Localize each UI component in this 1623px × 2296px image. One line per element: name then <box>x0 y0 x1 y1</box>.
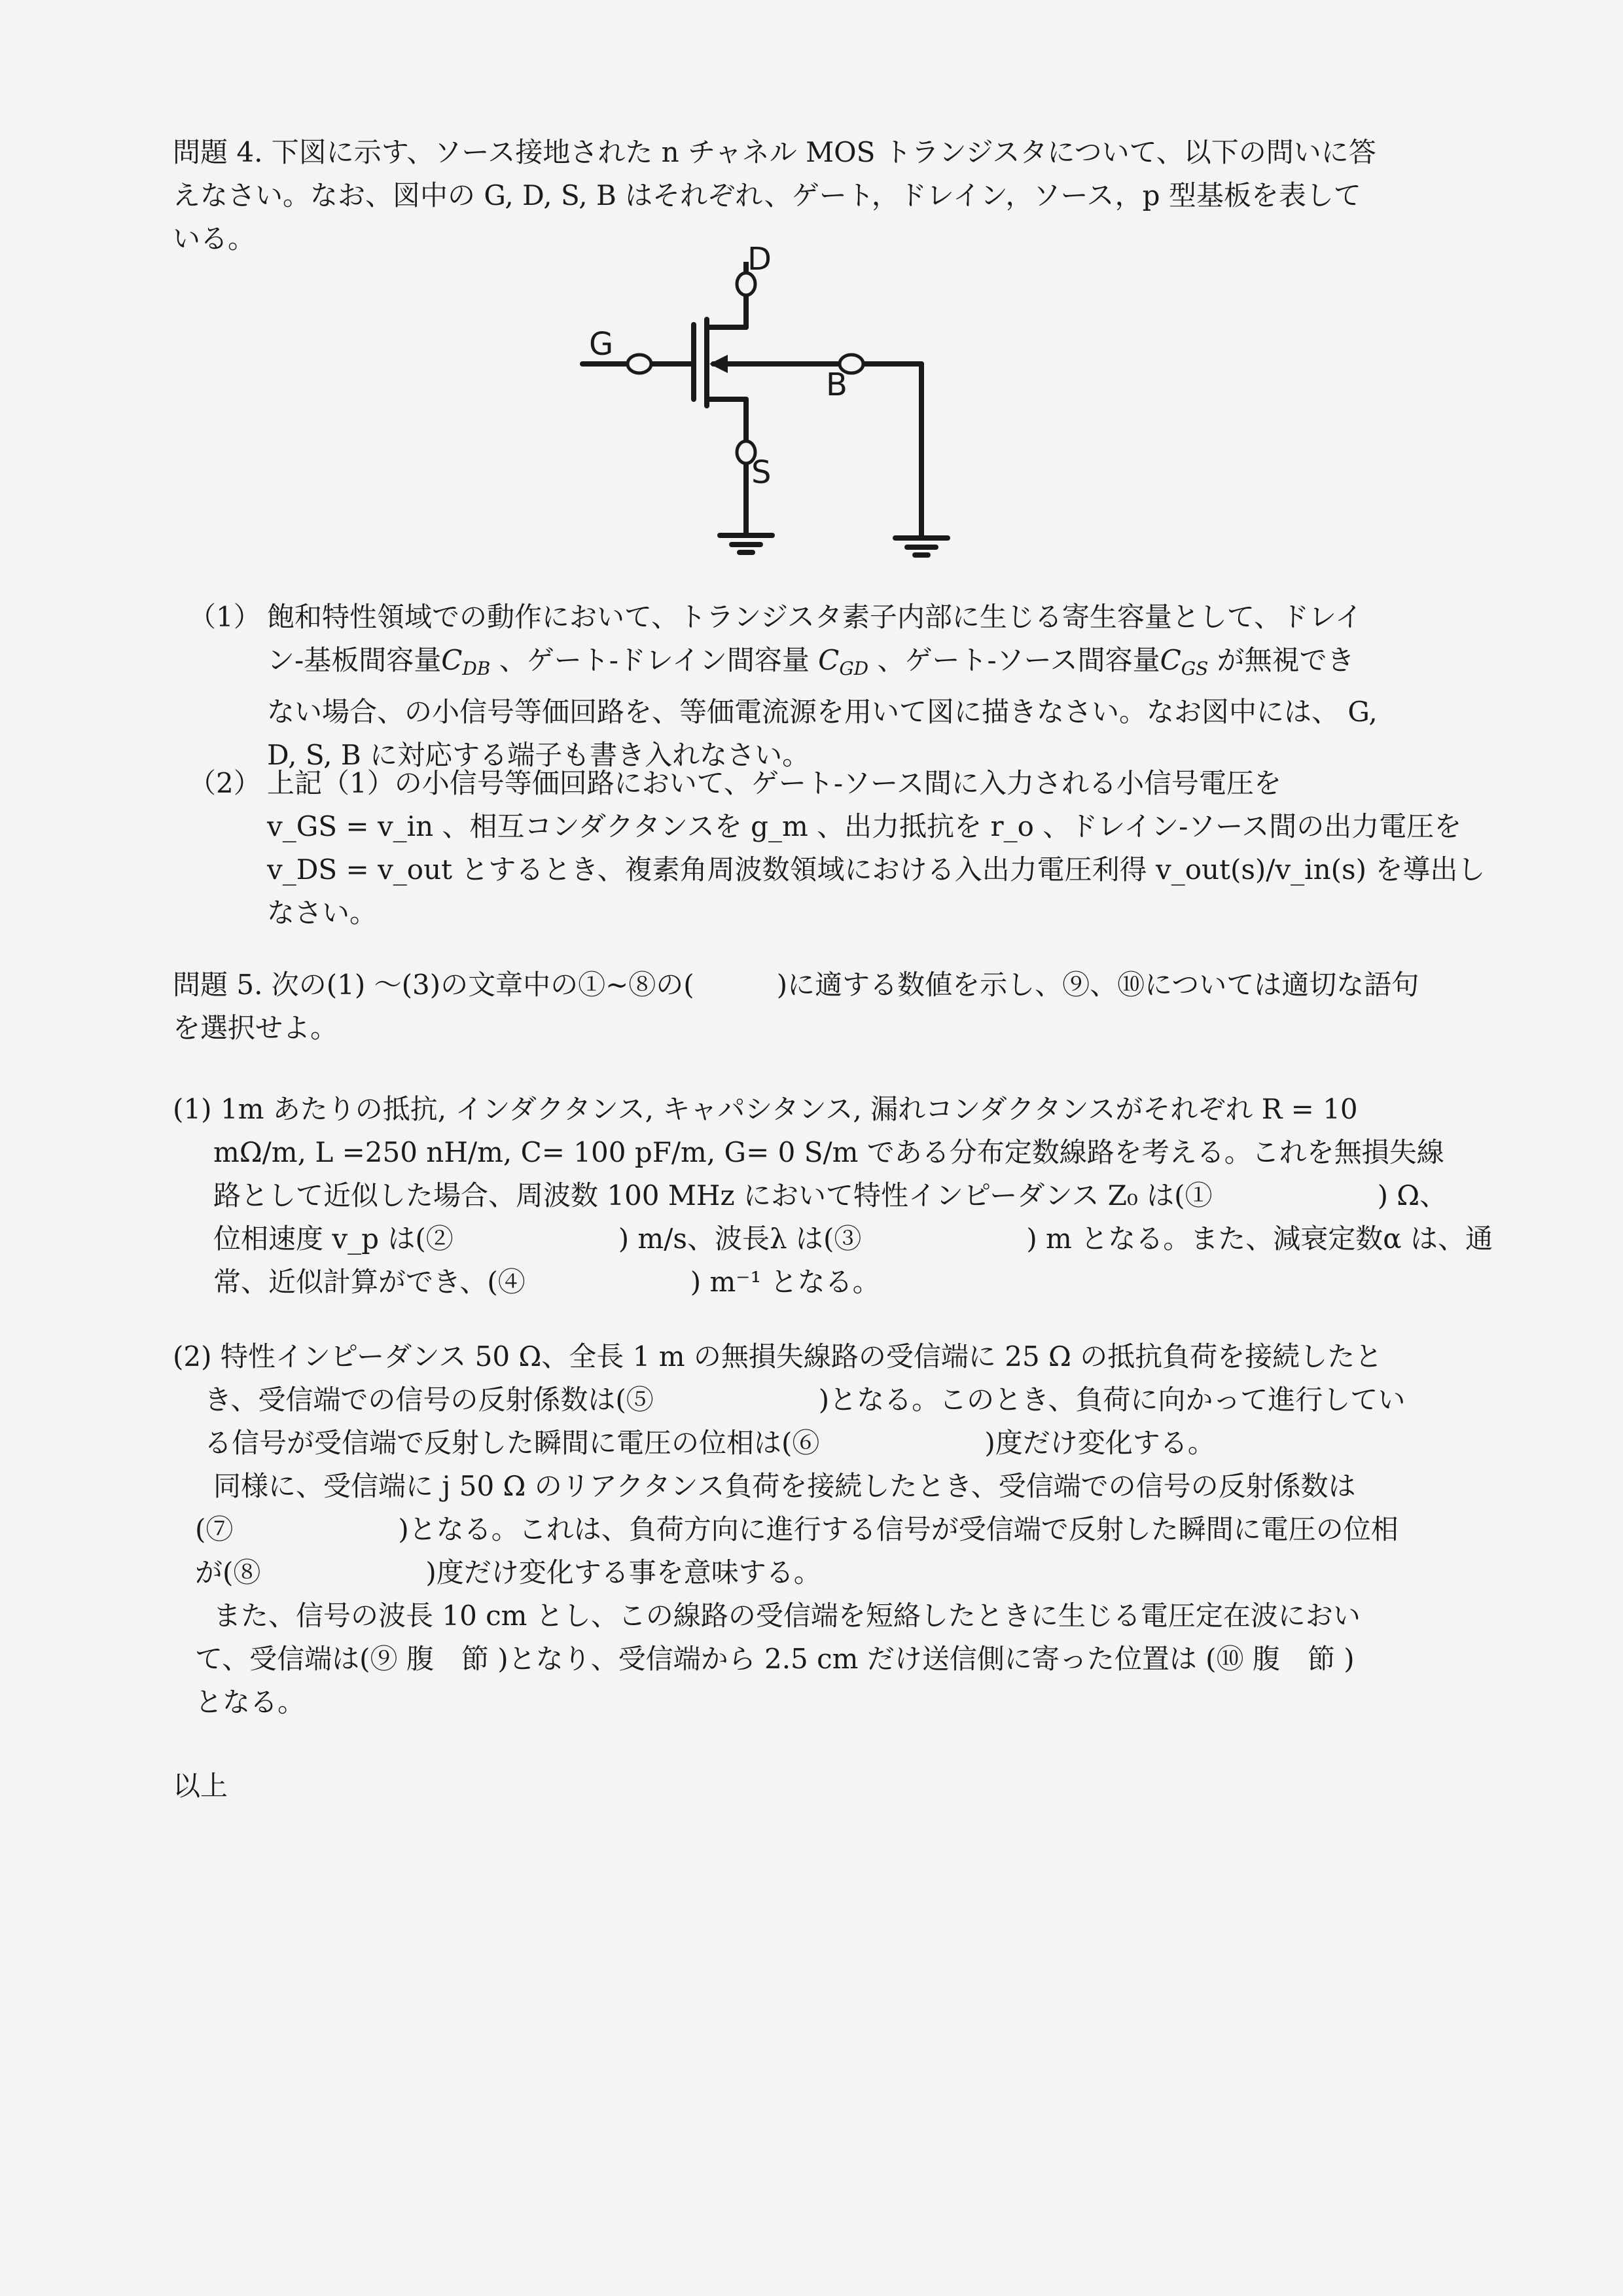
q4-sub2-line-4: なさい。 <box>267 897 378 929</box>
q5-p1-line-1: (1) 1m あたりの抵抗, インダクタンス, キャパシタンス, 漏れコンダクタンスがそれぞれ R = 10 <box>173 1093 1358 1125</box>
q4-sub1-num: （1） <box>188 601 261 633</box>
q4-sub2-line-2: v_GS = v_in 、相互コンダクタンスを g_m 、出力抵抗を r_o 、ドレイン-ソース間の出力電圧を <box>267 810 1462 842</box>
q5-p2-line-5: (⑦ )となる。これは、負荷方向に進行する信号が受信端で反射した瞬間に電圧の位相 <box>195 1513 1399 1545</box>
q4-sub1-line-2: ン-基板間容量$C_{DB}$ 、ゲート-ドレイン間容量 $C_{GD}$ 、ゲート-ソース間容量$C_{GS}$ が無視でき <box>267 644 1355 679</box>
q4-line-3: いる。 <box>173 223 256 255</box>
q5-p2-line-2: き、受信端での信号の反射係数は(⑤ )となる。このとき、負荷に向かって進行してい <box>204 1384 1406 1416</box>
q4-sub1-line-1: 飽和特性領域での動作において、トランジスタ素子内部に生じる寄生容量として、ドレイ <box>267 601 1363 633</box>
source-label: S <box>751 454 772 491</box>
drain-label: D <box>747 242 772 278</box>
q5-part1 <box>173 1088 1493 1304</box>
q5-p1-line-4: 位相速度 v_p は(② ) m/s、波長λ は(③ ) m となる。また、減衰定数α は、通 <box>213 1223 1493 1255</box>
q5-p2-line-1: (2) 特性インピーダンス 50 Ω、全長 1 m の無損失線路の受信端に 25 Ω の抵抗負荷を接続したと <box>173 1340 1383 1372</box>
body-label: B <box>826 367 847 403</box>
q4-sub1-line-4: D, S, B に対応する端子も書き入れなさい。 <box>267 739 810 771</box>
q4-line-1: 問題 4. 下図に示す、ソース接地された n チャネル MOS トランジスタについて、以下の問いに答 <box>173 136 1376 168</box>
q4-line-2: えなさい。なお、図中の G, D, S, B はそれぞれ、ゲート，ドレイン，ソース，p 型基板を表して <box>173 179 1361 211</box>
q5-line-1: 問題 5. 次の(1) ～(3)の文章中の①~⑧の( )に適する数値を示し、⑨、⑩については適切な語句 <box>173 969 1419 1001</box>
body-arrow-icon <box>709 355 728 373</box>
q5-p1-line-3: 路として近似した場合、周波数 100 MHz において特性インピーダンス Z₀ は(① ) Ω、 <box>213 1179 1448 1211</box>
mosfet-circuit-diagram <box>576 242 982 569</box>
q5-p2-line-3: る信号が受信端で反射した瞬間に電圧の位相は(⑥ )度だけ変化する。 <box>204 1427 1215 1459</box>
q5-p1-line-2: mΩ/m, L =250 nH/m, C= 100 pF/m, G= 0 S/m である分布定数線路を考える。これを無損失線 <box>213 1136 1444 1168</box>
end-mark <box>173 1765 228 1808</box>
q5-intro <box>173 963 1419 1050</box>
q4-sub1-line-3: ない場合、の小信号等価回路を、等価電流源を用いて図に描きなさい。なお図中には、 G, <box>267 696 1378 728</box>
q4-sub2-num: （2） <box>188 767 261 799</box>
q4-sub1 <box>267 596 1378 777</box>
gate-label: G <box>589 326 614 363</box>
q5-part2 <box>173 1335 1405 1724</box>
q4-sub2 <box>267 762 1485 935</box>
q4-sub2-line-1: 上記（1）の小信号等価回路において、ゲート-ソース間に入力される小信号電圧を <box>267 767 1281 799</box>
q5-p1-line-5: 常、近似計算ができ、(④ ) m⁻¹ となる。 <box>213 1266 880 1298</box>
q5-p2-line-6: が(⑧ )度だけ変化する事を意味する。 <box>195 1556 821 1588</box>
q4-sub1-number <box>188 596 261 639</box>
end-mark-text: 以上 <box>173 1770 228 1802</box>
q5-p2-line-8: て、受信端は(⑨ 腹 節 )となり、受信端から 2.5 cm だけ送信側に寄った位置は (⑩ 腹 節 ) <box>195 1643 1355 1675</box>
q4-sub2-line-3: v_DS = v_out とするとき、複素角周波数領域における入出力電圧利得 v_out(s)/v_in(s) を導出し <box>267 853 1486 886</box>
q5-line-2: を選択せよ。 <box>173 1012 338 1044</box>
q4-intro <box>173 131 1376 260</box>
q5-p2-line-9: となる。 <box>195 1686 306 1718</box>
gate-terminal <box>628 355 651 373</box>
q5-p2-line-7: また、信号の波長 10 cm とし、この線路の受信端を短絡したときに生じる電圧定在波におい <box>213 1600 1361 1632</box>
q4-sub2-number <box>188 762 261 805</box>
q5-p2-line-4: 同様に、受信端に j 50 Ω のリアクタンス負荷を接続したとき、受信端での信号の反射係数は <box>213 1470 1356 1502</box>
